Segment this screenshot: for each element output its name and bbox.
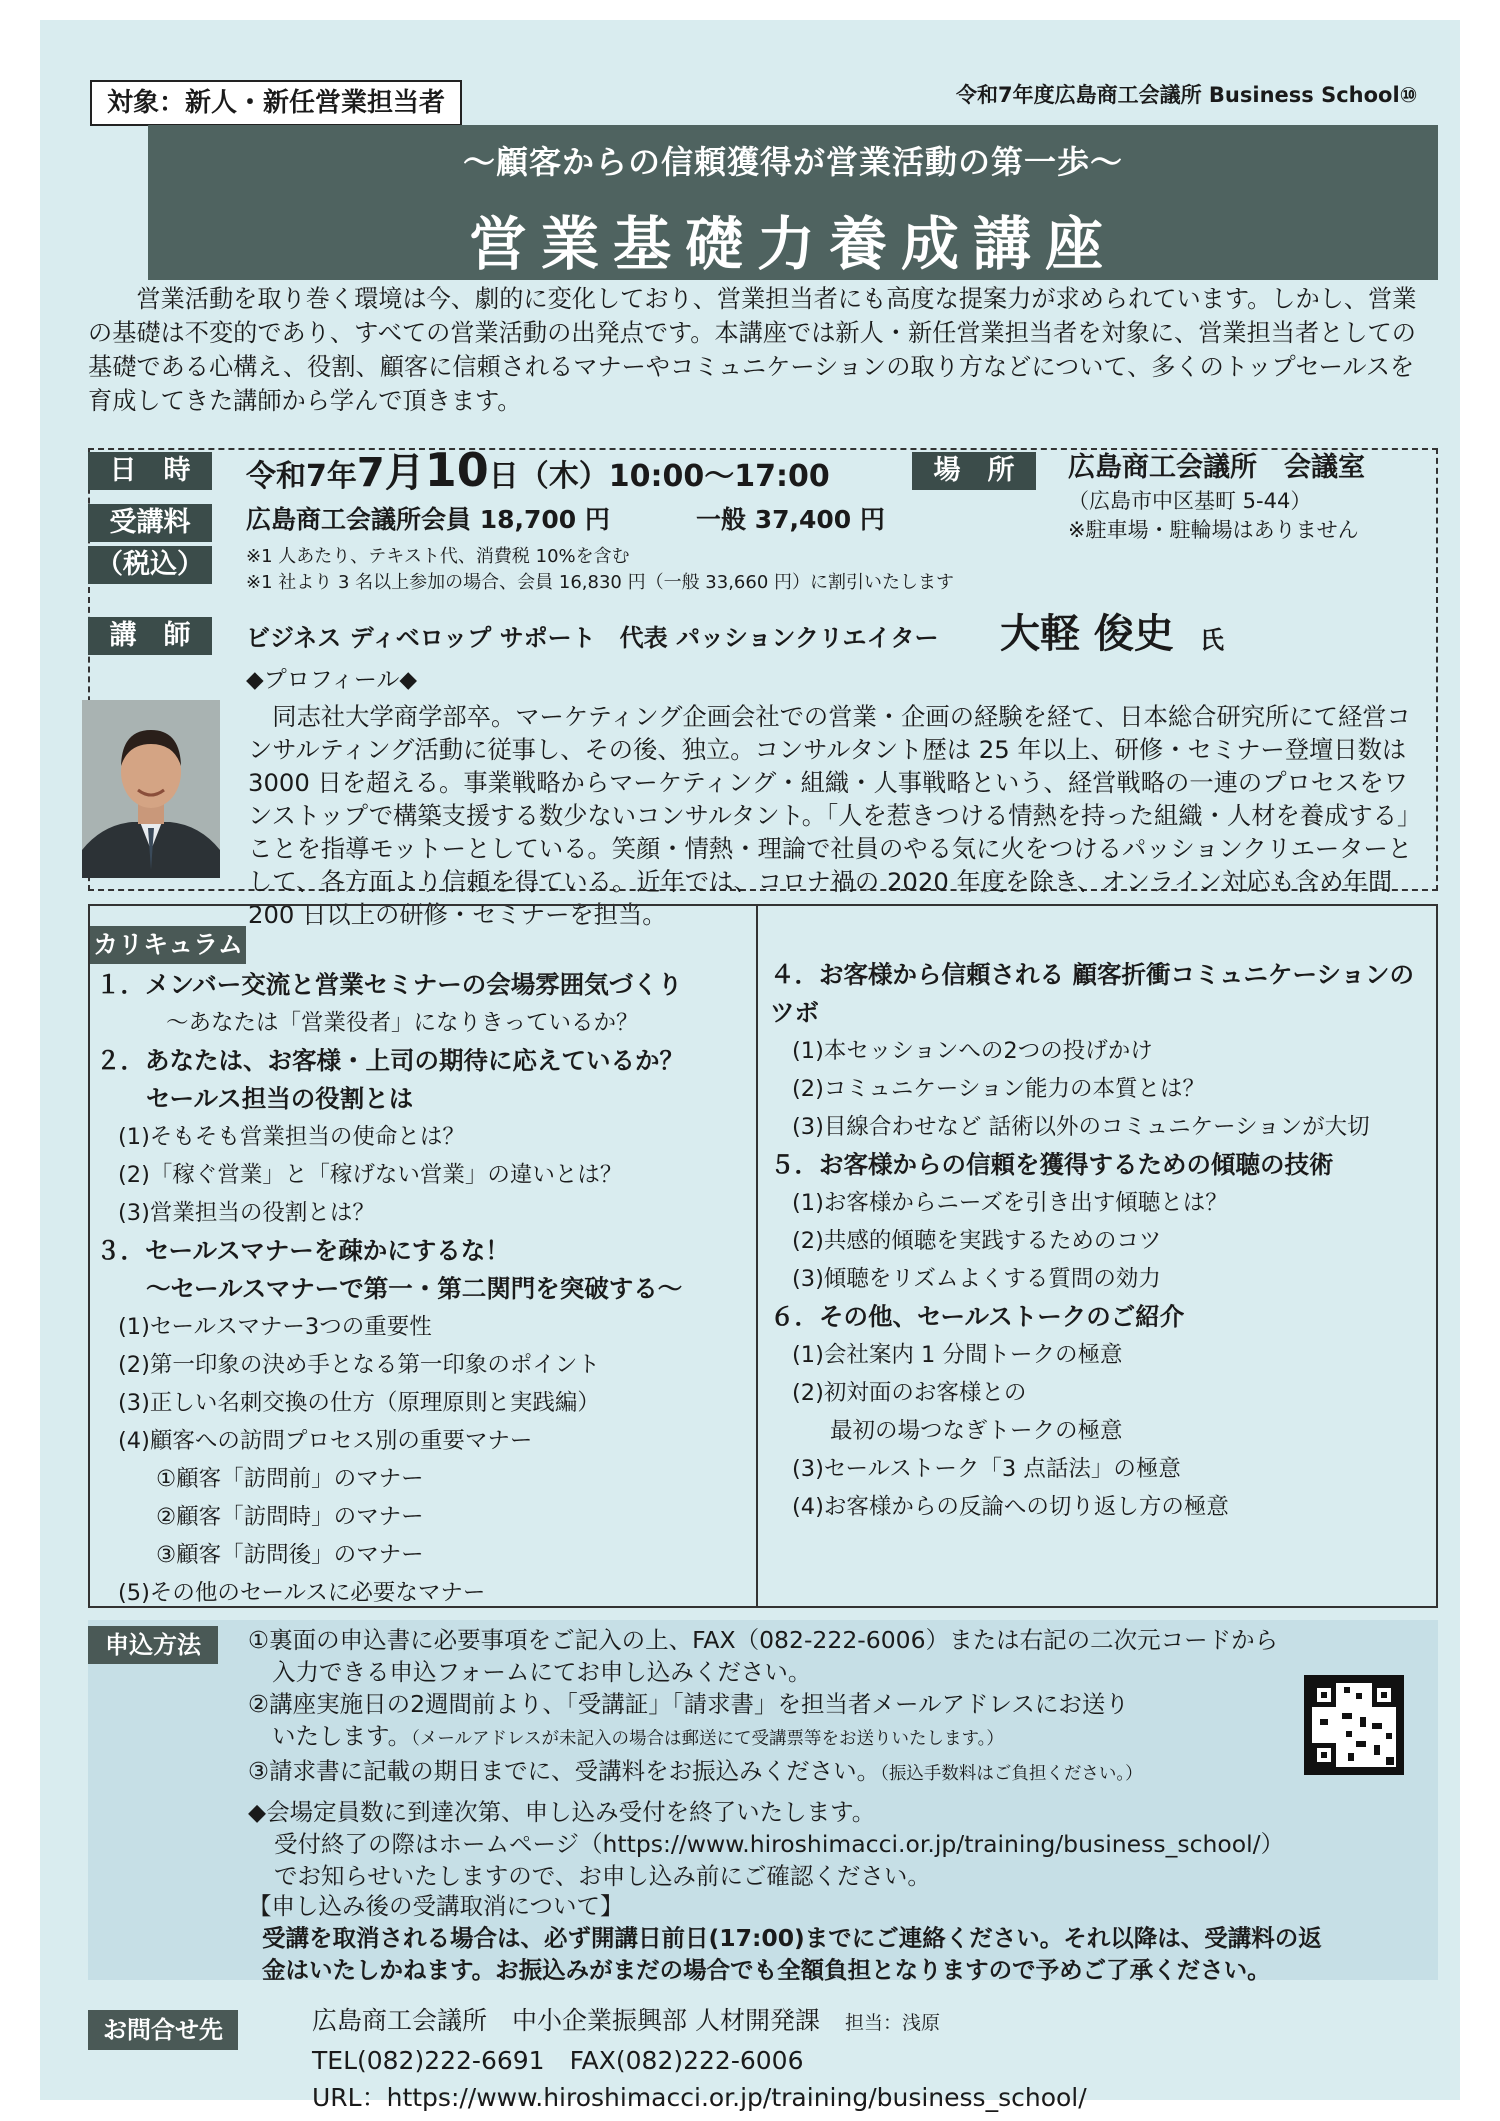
lecturer-photo — [82, 700, 220, 878]
fee-member: 広島商工会議所会員 18,700 円 — [246, 505, 610, 534]
date-label: 日 時 — [88, 452, 212, 490]
curriculum-item: (1)そもそも営業担当の使命とは？ — [118, 1124, 465, 1150]
curriculum-item: (4)お客様からの反論への切り返し方の極意 — [792, 1494, 1229, 1520]
curriculum-label: カリキュラム — [90, 926, 246, 964]
lecturer-org: ビジネス ディベロップ サポート 代表 パッションクリエイター — [246, 624, 939, 652]
curriculum-divider — [756, 904, 758, 1608]
curriculum-item: (1)お客様からニーズを引き出す傾聴とは？ — [792, 1190, 1228, 1216]
lecturer-label: 講 師 — [88, 617, 212, 655]
curriculum-item: (2)「稼ぐ営業」と「稼げない営業」の違いとは？ — [118, 1162, 623, 1188]
notice-line-3: でお知らせいたしますので、お申し込み前にご確認ください。 — [274, 1862, 931, 1890]
curriculum-item: (5)その他のセールスに必要なマナー — [118, 1580, 486, 1606]
curriculum-heading: セールス担当の役割とは — [146, 1084, 414, 1113]
date-time: 日（木）10:00～17:00 — [488, 459, 830, 494]
inquiry-org: 広島商工会議所 中小企業振興部 人材開発課 — [312, 2006, 820, 2035]
notice-line-1: ◆会場定員数に到達次第、申し込み受付を終了いたします。 — [248, 1798, 876, 1826]
curriculum-item: (3)傾聴をリズムよくする質問の効力 — [792, 1266, 1161, 1292]
curriculum-heading: ３．セールスマナーを疎かにするな！ — [96, 1236, 510, 1265]
curriculum-item: (2)初対面のお客様との — [792, 1380, 1027, 1406]
curriculum-heading: ２．あなたは、お客様・上司の期待に応えているか？ — [96, 1046, 684, 1075]
curriculum-item: (4)顧客への訪問プロセス別の重要マナー — [118, 1428, 533, 1454]
profile-heading: ◆プロフィール◆ — [246, 667, 418, 693]
apply-step-3-text: ③請求書に記載の期日までに、受講料をお振込みください。 — [248, 1757, 881, 1785]
cancel-line-2: 金はいたしかねます。お振込みがまだの場合でも全額負担となりますので予めご了承ください。 — [262, 1956, 1271, 1984]
qr-pattern — [1312, 1683, 1396, 1767]
curriculum-heading: ４．お客様から信頼される 顧客折衝コミュニケーションのツボ — [770, 960, 1415, 1027]
curriculum-item: ③顧客「訪問後」のマナー — [156, 1542, 424, 1568]
apply-step-1-cont: 入力できる申込フォームにてお申し込みください。 — [272, 1658, 812, 1686]
inquiry-org-line — [312, 2002, 1432, 2042]
curriculum-item: (3)営業担当の役割とは？ — [118, 1200, 375, 1226]
apply-label: 申込方法 — [88, 1626, 218, 1664]
cancellation-policy — [248, 1890, 1438, 1986]
apply-step-2-note: （メールアドレスが未記入の場合は郵送にて受講票等をお送りいたします。） — [411, 1729, 1004, 1749]
curriculum-item: (1)本セッションへの2つの投げかけ — [792, 1038, 1153, 1064]
apply-step-2-text: いたします。 — [272, 1722, 412, 1750]
cancel-heading: 【申し込み後の受講取消について】 — [248, 1892, 624, 1920]
curriculum-item: (3)セールストーク「3 点話法」の極意 — [792, 1456, 1181, 1482]
curriculum-heading: １．メンバー交流と営業セミナーの会場雰囲気づくり — [96, 970, 683, 999]
title-banner — [148, 125, 1438, 280]
inquiry-url[interactable]: URL：https://www.hiroshimacci.or.jp/training/business_school/ — [312, 2083, 1087, 2112]
place-label: 場 所 — [912, 452, 1036, 490]
subtitle: ～顧客からの信頼獲得が営業活動の第一歩～ — [462, 143, 1123, 181]
intro-paragraph: 営業活動を取り巻く環境は今、劇的に変化しており、営業担当者にも高度な提案力が求められています。しかし、営業の基礎は不変的であり、すべての営業活動の出発点です。本講座では新人・新任営業担当者を対象に、営業担当者としての基礎である心構え、役割、顧客に信頼されるマナーやコミュニケーションの取り方などについて、多くのトップセールスを育成してきた講師から学んで頂きます。 — [88, 285, 1417, 415]
inquiry-block — [312, 2002, 1432, 2116]
inquiry-tel-fax: TEL(082)222-6691 FAX(082)222-6006 — [312, 2046, 804, 2075]
date-value — [246, 443, 830, 501]
fee-label: 受講料 — [88, 504, 212, 542]
fee-tax-label: （税込） — [88, 546, 212, 584]
place-note: ※駐車場・駐輪場はありません — [1068, 518, 1359, 542]
date-year: 令和7年 — [246, 459, 357, 494]
curriculum-item: (3)正しい名刺交換の仕方（原理原則と実践編） — [118, 1390, 600, 1416]
curriculum-item: ～あなたは「営業役者」になりきっているか？ — [166, 1010, 639, 1036]
qr-code-icon[interactable] — [1304, 1675, 1404, 1775]
curriculum-heading: ５．お客様からの信頼を獲得するための傾聴の技術 — [770, 1150, 1334, 1179]
apply-step-3-note: （振込手数料はご負担ください。） — [880, 1764, 1143, 1784]
fee-general: 一般 37,400 円 — [696, 505, 885, 534]
date-day: 10 — [424, 443, 489, 497]
lecturer-suffix: 氏 — [1200, 626, 1224, 654]
curriculum-item: (2)共感的傾聴を実践するためのコツ — [792, 1228, 1162, 1254]
cancel-line-1: 受講を取消される場合は、必ず開講日前日(17:00)までにご連絡ください。それ以降は、受講料の返 — [262, 1924, 1322, 1952]
curriculum-heading: ６．その他、セールストークのご紹介 — [770, 1302, 1185, 1331]
inquiry-label: お問合せ先 — [88, 2010, 238, 2050]
curriculum-item: (1)セールスマナー3つの重要性 — [118, 1314, 432, 1340]
inquiry-contact: 担当：浅原 — [844, 2012, 940, 2034]
apply-step-1: ①裏面の申込書に必要事項をご記入の上、FAX（082-222-6006）または右記の二次元コードから — [248, 1626, 1279, 1654]
page-title: 営業基礎力養成講座 — [468, 210, 1117, 278]
curriculum-right-column — [770, 956, 1430, 1526]
date-month: 7月 — [356, 450, 425, 496]
curriculum-item: 最初の場つなぎトークの極意 — [830, 1418, 1123, 1444]
school-series-label: 令和7年度広島商工会議所 Business School⑩ — [956, 83, 1418, 107]
target-audience-label: 対象：新人・新任営業担当者 — [90, 80, 462, 126]
lecturer-name: 大軽 俊史 — [1000, 611, 1174, 657]
curriculum-item: (1)会社案内 1 分間トークの極意 — [792, 1342, 1123, 1368]
curriculum-item: ①顧客「訪問前」のマナー — [156, 1466, 424, 1492]
lecturer-profile: 同志社大学商学部卒。マーケティング企画会社での営業・企画の経験を経て、日本総合研究所にて経営コンサルティング活動に従事し、その後、独立。コンサルタント歴は 25 年以上、研修・セミナー登壇日数は 3000 日を超える。事業戦略からマーケティング・組織・人事戦略という、経営戦略の一連のプロセスをワンストップで構築支援する数少ないコンサルタント。「人を惹きつける情熱を持った組織・人材を養成する」ことを指導モットーとしている。笑顔・情熱・理論で社員のやる気に火をつけるパッションクリエーターとして、各方面より信頼を得ている。近年では、コロナ禍の 2020 年度を除き、オンライン対応も含め年間 200 日以上の研修・セミナーを担当。 — [248, 702, 1422, 929]
curriculum-item: ②顧客「訪問時」のマナー — [156, 1504, 424, 1530]
curriculum-left-column — [96, 966, 746, 1612]
place-name: 広島商工会議所 会議室 — [1068, 452, 1365, 483]
apply-step-2: ②講座実施日の2週間前より、「受講証」「請求書」を担当者メールアドレスにお送り — [248, 1690, 1129, 1718]
fee-note-2: ※1 社より 3 名以上参加の場合、会員 16,830 円（一般 33,660 円）に割引いたします — [246, 572, 954, 593]
curriculum-item: (2)第一印象の決め手となる第一印象のポイント — [118, 1352, 600, 1378]
notice-line-2[interactable]: 受付終了の際はホームページ（https://www.hiroshimacci.or.jp/training/business_school/） — [274, 1830, 1285, 1858]
curriculum-heading: ～セールスマナーで第一・第二関門を突破する～ — [146, 1274, 683, 1303]
curriculum-item: (2)コミュニケーション能力の本質とは？ — [792, 1076, 1206, 1102]
apply-step-3 — [248, 1755, 1308, 1790]
apply-steps — [248, 1624, 1308, 1790]
curriculum-item: (3)目線合わせなど 話術以外のコミュニケーションが大切 — [792, 1114, 1370, 1140]
apply-step-2-cont — [248, 1720, 1308, 1755]
fee-note-1: ※1 人あたり、テキスト代、消費税 10%を含む — [246, 546, 630, 567]
person-portrait-icon — [82, 700, 220, 878]
capacity-notice — [248, 1796, 1428, 1892]
place-address: （広島市中区基町 5-44） — [1068, 489, 1312, 513]
